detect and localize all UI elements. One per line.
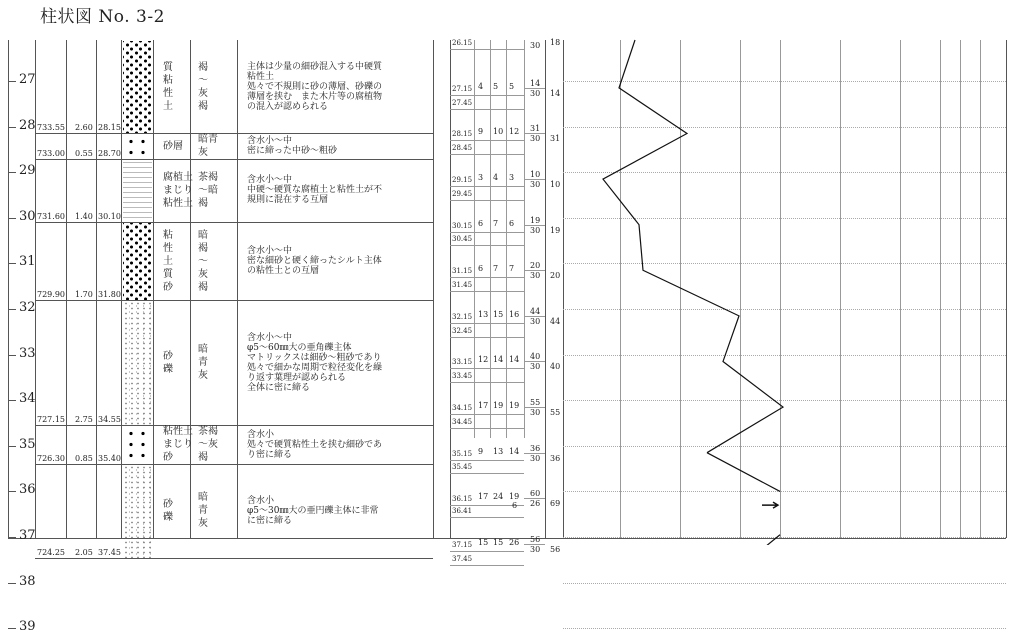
layer-boundary bbox=[35, 300, 433, 301]
spt-row-rule bbox=[450, 428, 524, 429]
elevation-value: 724.25 bbox=[37, 547, 65, 557]
spt-split bbox=[524, 133, 545, 134]
n-value: 44 bbox=[550, 316, 561, 326]
n-value: 55 bbox=[550, 408, 561, 418]
spt-depth-to: 34.15 bbox=[452, 404, 473, 413]
spt-split bbox=[524, 453, 545, 454]
depth-tick bbox=[8, 218, 16, 219]
soil-pattern bbox=[123, 41, 152, 133]
layer-description: 含水小 処々で硬質粘性土を挟む細砂であ り密に締る bbox=[247, 429, 383, 460]
elevation-value: 726.30 bbox=[37, 454, 65, 464]
graph-depth-gridline bbox=[563, 218, 1006, 219]
spt-blows-2: 15 bbox=[493, 537, 504, 547]
spt-depth-from: 37.45 bbox=[452, 554, 473, 563]
soil-pattern bbox=[123, 426, 152, 464]
depth-tick bbox=[8, 400, 16, 401]
depth-label: 34 bbox=[19, 391, 36, 407]
depth-label: 38 bbox=[19, 573, 36, 589]
spt-blows-1: 3 bbox=[478, 173, 484, 183]
spt-depth-to: 35.15 bbox=[452, 449, 473, 458]
spt-blows-1: 4 bbox=[478, 81, 484, 91]
n-value: 14 bbox=[550, 88, 561, 98]
graph-grid-line bbox=[900, 40, 901, 538]
spt-column-rule bbox=[506, 40, 507, 438]
depth-label: 27 bbox=[19, 72, 36, 88]
column-rule bbox=[545, 40, 546, 538]
graph-grid-line bbox=[840, 40, 841, 538]
soil-name: 質 粘 性 土 bbox=[163, 61, 173, 112]
graph-grid-line bbox=[780, 40, 781, 538]
spt-blows-1: 17 bbox=[478, 401, 489, 411]
spt-row-rule bbox=[450, 473, 524, 474]
depth-tick bbox=[8, 491, 16, 492]
layer-description: 含水小～中 中硬～硬質な腐植土と粘性土が不 規則に混在する互層 bbox=[247, 175, 383, 206]
soil-pattern bbox=[123, 160, 152, 223]
out-of-range-arrow bbox=[762, 502, 778, 508]
spt-column-rule bbox=[524, 40, 525, 438]
depth-label: 30 bbox=[19, 208, 36, 224]
spt-penetration: 30 bbox=[530, 88, 541, 98]
spt-blows-1: 9 bbox=[478, 127, 484, 137]
spt-depth-to: 37.15 bbox=[452, 540, 473, 549]
spt-row-rule bbox=[450, 565, 524, 566]
spt-depth-to: 27.15 bbox=[452, 84, 473, 93]
graph-depth-gridline bbox=[563, 263, 1006, 264]
n-value: 69 bbox=[550, 499, 561, 509]
spt-total-blows: 20 bbox=[530, 261, 541, 271]
spt-blows-3: 14 bbox=[509, 355, 520, 365]
spt-split bbox=[524, 498, 545, 499]
depth-tick bbox=[8, 172, 16, 173]
depth-value: 28.70 bbox=[98, 148, 121, 158]
spt-row-rule bbox=[450, 551, 524, 552]
spt-depth-from: 29.45 bbox=[452, 189, 473, 198]
soil-color: 暗 青 灰 bbox=[198, 492, 208, 530]
n-value: 19 bbox=[550, 225, 561, 235]
n-value: 10 bbox=[550, 180, 561, 190]
spt-row-rule bbox=[450, 368, 524, 369]
elevation-value: 729.90 bbox=[37, 289, 65, 299]
spt-split bbox=[524, 407, 545, 408]
thickness-value: 1.40 bbox=[75, 212, 93, 222]
n-value: 31 bbox=[550, 134, 561, 144]
spt-total-blows: 10 bbox=[530, 170, 541, 180]
spt-row-rule bbox=[450, 109, 524, 110]
graph-depth-gridline bbox=[563, 537, 1006, 538]
graph-depth-gridline bbox=[563, 583, 1006, 584]
spt-total-blows: 40 bbox=[530, 352, 541, 362]
depth-tick bbox=[8, 309, 16, 310]
spt-blows-2: 24 bbox=[493, 492, 504, 502]
depth-label: 36 bbox=[19, 482, 36, 498]
spt-blows-2: 15 bbox=[493, 309, 504, 319]
frame-bottom bbox=[8, 538, 1006, 539]
soil-color: 茶褐 ～暗 褐 bbox=[198, 171, 218, 209]
spt-blows-2: 19 bbox=[493, 401, 504, 411]
spt-depth-to: 28.15 bbox=[452, 130, 473, 139]
spt-row-rule bbox=[450, 414, 524, 415]
spt-penetration: 30 bbox=[530, 180, 541, 190]
spt-column-rule bbox=[490, 40, 491, 438]
spt-row-rule bbox=[450, 140, 524, 141]
layer-description: 含水小 φ5～30㎜大の亜円礫主体に非常 に密に締る bbox=[247, 495, 379, 526]
spt-blows-3: 3 bbox=[509, 173, 515, 183]
spt-row-rule bbox=[450, 291, 524, 292]
spt-split bbox=[524, 270, 545, 271]
depth-label: 32 bbox=[19, 300, 36, 316]
graph-depth-gridline bbox=[563, 628, 1006, 629]
graph-grid-line bbox=[940, 40, 941, 538]
soil-name: 粘 性 土 質 砂 bbox=[163, 229, 173, 293]
spt-total-blows: 31 bbox=[530, 124, 541, 134]
spt-penetration: 30 bbox=[530, 362, 541, 372]
spt-penetration: 30 bbox=[530, 316, 541, 326]
spt-blows-1: 12 bbox=[478, 355, 489, 365]
spt-blows-3: 7 bbox=[509, 264, 515, 274]
layer-boundary bbox=[35, 558, 433, 559]
elevation-value: 733.55 bbox=[37, 123, 65, 133]
thickness-value: 2.60 bbox=[75, 123, 93, 133]
graph-grid-line bbox=[740, 40, 741, 538]
spt-total-blows: 14 bbox=[530, 78, 541, 88]
layer-description: 主体は少量の細砂混入する中硬質 粘性土 処々で不規則に砂の薄層、砂礫の 薄層を挟む また木片等の腐植物 の混入が認められる bbox=[247, 61, 383, 112]
spt-blows-3-penetration: 6 bbox=[512, 501, 518, 511]
depth-tick bbox=[8, 583, 16, 584]
layer-boundary bbox=[35, 222, 433, 223]
spt-depth-to: 32.15 bbox=[452, 312, 473, 321]
spt-total-blows: 55 bbox=[530, 398, 541, 408]
spt-row-rule bbox=[450, 245, 524, 246]
spt-split bbox=[524, 179, 545, 180]
thickness-value: 2.75 bbox=[75, 415, 93, 425]
depth-label: 28 bbox=[19, 117, 36, 133]
layer-boundary bbox=[35, 133, 433, 134]
layer-description: 含水小～中 密な細砂と硬く締ったシルト主体 の粘性土との互層 bbox=[247, 246, 382, 277]
spt-depth-to: 30.15 bbox=[452, 221, 473, 230]
depth-value: 34.55 bbox=[98, 415, 121, 425]
depth-tick bbox=[8, 263, 16, 264]
spt-blows-1: 6 bbox=[478, 218, 484, 228]
spt-row-rule bbox=[450, 95, 524, 96]
thickness-value: 2.05 bbox=[75, 547, 93, 557]
graph-grid-line bbox=[680, 40, 681, 538]
depth-label: 31 bbox=[19, 254, 36, 270]
spt-depth-to: 29.15 bbox=[452, 176, 473, 185]
soil-color: 褐 ～ 灰 褐 bbox=[198, 61, 208, 112]
graph-depth-gridline bbox=[563, 355, 1006, 356]
soil-name: 砂 礫 bbox=[163, 498, 173, 523]
frame-left bbox=[8, 40, 9, 538]
layer-boundary bbox=[35, 425, 433, 426]
spt-total-blows: 36 bbox=[530, 443, 541, 453]
elevation-value: 731.60 bbox=[37, 212, 65, 222]
spt-total-blows: 19 bbox=[530, 215, 541, 225]
n-value: 20 bbox=[550, 271, 561, 281]
spt-split bbox=[524, 361, 545, 362]
spt-penetration: 30 bbox=[530, 41, 541, 50]
spt-row-rule bbox=[450, 49, 524, 50]
thickness-value: 1.70 bbox=[75, 289, 93, 299]
spt-row-rule bbox=[450, 337, 524, 338]
graph-grid-line bbox=[620, 40, 621, 538]
spt-total-blows: 60 bbox=[530, 489, 541, 499]
graph-depth-gridline bbox=[563, 81, 1006, 82]
frame-right bbox=[1006, 40, 1007, 538]
column-rule bbox=[563, 40, 564, 538]
spt-depth-to: 36.15 bbox=[452, 495, 473, 504]
depth-tick bbox=[8, 81, 16, 82]
soil-pattern bbox=[123, 134, 152, 158]
spt-blows-3: 19 bbox=[509, 401, 520, 411]
soil-name: 砂層 bbox=[163, 140, 183, 152]
graph-depth-gridline bbox=[563, 127, 1006, 128]
layer-boundary bbox=[35, 159, 433, 160]
spt-depth-from: 27.45 bbox=[452, 98, 473, 107]
spt-blows-2: 5 bbox=[493, 81, 499, 91]
spt-split bbox=[524, 316, 545, 317]
spt-penetration: 30 bbox=[530, 453, 541, 463]
spt-row-rule bbox=[450, 460, 524, 461]
column-rule bbox=[433, 40, 434, 538]
soil-pattern bbox=[123, 465, 152, 557]
spt-depth-from: 34.45 bbox=[452, 417, 473, 426]
spt-penetration: 30 bbox=[530, 134, 541, 144]
spt-depth-from: 35.45 bbox=[452, 463, 473, 472]
soil-pattern bbox=[123, 223, 152, 300]
spt-row-rule bbox=[450, 232, 524, 233]
graph-grid-line bbox=[980, 40, 981, 538]
layer-description: 含水小～中 φ5～60㎜大の亜角礫主体 マトリックスは細砂～粗砂であり 処々で細かな周期で粒径変化を繰 り返す葉理が認められる 全体に密に締る bbox=[247, 332, 383, 393]
spt-total-blows: 44 bbox=[530, 306, 541, 316]
depth-tick bbox=[8, 537, 16, 538]
spt-blows-3: 14 bbox=[509, 446, 520, 456]
spt-split bbox=[524, 88, 545, 89]
n-value: 56 bbox=[550, 544, 561, 554]
spt-depth-to: 31.15 bbox=[452, 267, 473, 276]
graph-depth-gridline bbox=[563, 172, 1006, 173]
depth-label: 33 bbox=[19, 345, 36, 361]
soil-color: 暗青 灰 bbox=[198, 134, 218, 159]
spt-blows-3: 16 bbox=[509, 309, 520, 319]
spt-blows-1: 13 bbox=[478, 309, 489, 319]
spt-penetration: 30 bbox=[530, 544, 541, 554]
spt-blows-2: 10 bbox=[493, 127, 504, 137]
spt-depth-to: 33.15 bbox=[452, 358, 473, 367]
graph-grid-line bbox=[960, 40, 961, 538]
elevation-value: 727.15 bbox=[37, 415, 65, 425]
n-value-line bbox=[603, 40, 783, 453]
spt-blows-3: 19 bbox=[509, 492, 520, 502]
spt-row-rule bbox=[450, 517, 524, 518]
spt-total-blows: 56 bbox=[530, 534, 541, 544]
soil-name: 粘性土 まじり 砂 bbox=[163, 426, 193, 464]
spt-row-rule bbox=[450, 382, 524, 383]
spt-row-rule bbox=[450, 200, 524, 201]
depth-value: 37.45 bbox=[98, 547, 121, 557]
soil-color: 暗 青 灰 bbox=[198, 344, 208, 382]
spt-penetration: 30 bbox=[530, 408, 541, 418]
soil-pattern bbox=[123, 301, 152, 425]
depth-value: 35.40 bbox=[98, 454, 121, 464]
n-value: 18 bbox=[550, 38, 561, 47]
soil-name: 砂 礫 bbox=[163, 350, 173, 375]
spt-blows-1: 15 bbox=[478, 537, 489, 547]
depth-label: 39 bbox=[19, 619, 36, 634]
spt-blows-3: 26 bbox=[509, 537, 520, 547]
layer-description: 含水小～中 密に締った中砂～粗砂 bbox=[247, 136, 338, 157]
depth-tick bbox=[8, 355, 16, 356]
spt-depth-from: 28.45 bbox=[452, 144, 473, 153]
spt-row-rule bbox=[450, 186, 524, 187]
spt-blows-3: 6 bbox=[509, 218, 515, 228]
spt-blows-3: 12 bbox=[509, 127, 520, 137]
graph-depth-gridline bbox=[563, 400, 1006, 401]
spt-penetration: 30 bbox=[530, 271, 541, 281]
spt-depth-from: 33.45 bbox=[452, 372, 473, 381]
depth-label: 29 bbox=[19, 163, 36, 179]
spt-blows-3: 5 bbox=[509, 81, 515, 91]
thickness-value: 0.85 bbox=[75, 454, 93, 464]
depth-value: 31.80 bbox=[98, 289, 121, 299]
spt-row-rule bbox=[450, 154, 524, 155]
spt-depth-from: 31.45 bbox=[452, 280, 473, 289]
n-value: 40 bbox=[550, 362, 561, 372]
elevation-value: 733.00 bbox=[37, 148, 65, 158]
spt-blows-2: 13 bbox=[493, 446, 504, 456]
n-value: 36 bbox=[550, 453, 561, 463]
spt-blows-2: 14 bbox=[493, 355, 504, 365]
spt-row-rule bbox=[450, 323, 524, 324]
spt-split bbox=[524, 225, 545, 226]
spt-penetration: 26 bbox=[530, 499, 541, 509]
spt-penetration: 30 bbox=[530, 225, 541, 235]
column-rule bbox=[450, 40, 451, 538]
depth-label: 35 bbox=[19, 436, 36, 452]
thickness-value: 0.55 bbox=[75, 148, 93, 158]
graph-depth-gridline bbox=[563, 309, 1006, 310]
spt-depth-from: 36.41 bbox=[452, 507, 473, 516]
spt-blows-1: 9 bbox=[478, 446, 484, 456]
spt-blows-1: 17 bbox=[478, 492, 489, 502]
soil-name: 腐植土 まじり 粘性土 bbox=[163, 171, 193, 209]
spt-row-rule bbox=[450, 277, 524, 278]
spt-column-rule bbox=[474, 40, 475, 438]
page-title: 柱状図 No. 3-2 bbox=[40, 7, 165, 27]
depth-tick bbox=[8, 628, 16, 629]
graph-depth-gridline bbox=[563, 446, 1006, 447]
depth-tick bbox=[8, 127, 16, 128]
depth-value: 28.15 bbox=[98, 123, 121, 133]
soil-color: 茶褐 ～灰 褐 bbox=[198, 426, 218, 464]
graph-depth-gridline bbox=[563, 491, 1006, 492]
depth-label: 37 bbox=[19, 528, 36, 544]
spt-blows-1: 6 bbox=[478, 264, 484, 274]
depth-tick bbox=[8, 446, 16, 447]
n-value-line-segment bbox=[707, 453, 780, 492]
spt-blows-2: 7 bbox=[493, 264, 499, 274]
spt-blows-2: 4 bbox=[493, 173, 499, 183]
layer-boundary bbox=[35, 464, 433, 465]
depth-value: 30.10 bbox=[98, 212, 121, 222]
soil-color: 暗 褐 ～ 灰 褐 bbox=[198, 229, 208, 293]
spt-blows-2: 7 bbox=[493, 218, 499, 228]
spt-depth-from: 30.45 bbox=[452, 235, 473, 244]
spt-depth-from: 32.45 bbox=[452, 326, 473, 335]
spt-depth-from: 26.15 bbox=[452, 39, 473, 48]
